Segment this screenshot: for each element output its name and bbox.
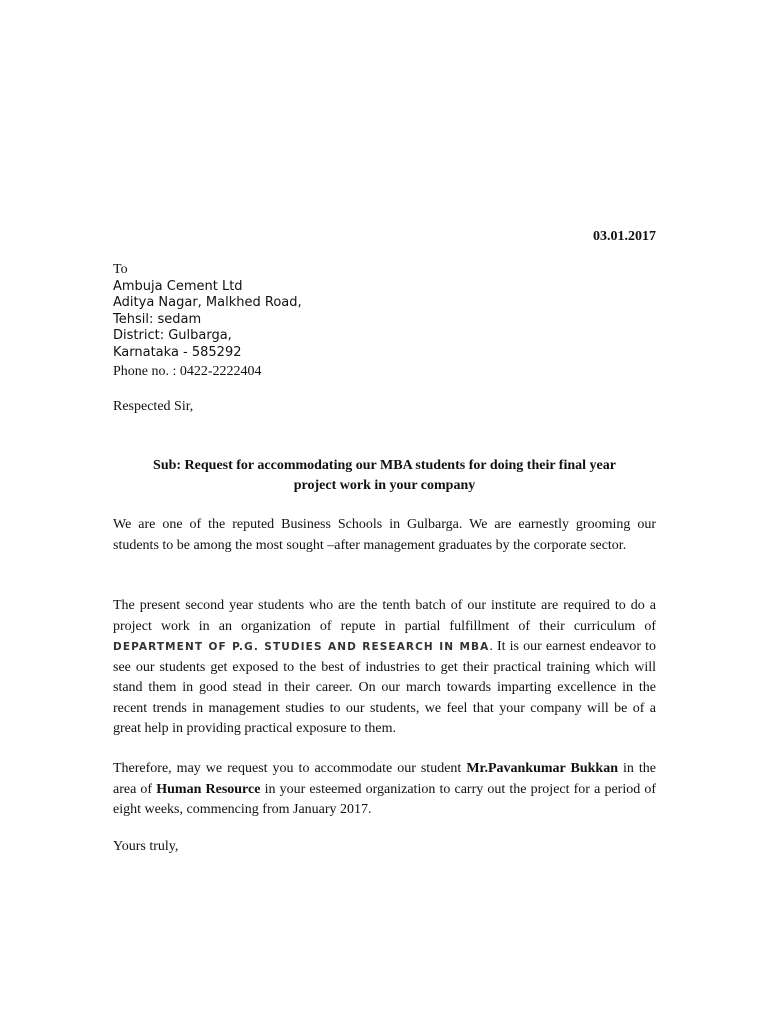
paragraph-request bbox=[113, 759, 656, 821]
paragraph-request-text-3: in your esteemed organization to carry out the project for a period of eight weeks, commencing from January 2017. bbox=[113, 781, 657, 817]
subject-line-1: Sub: Request for accommodating our MBA students for doing their final year bbox=[153, 458, 616, 473]
address-phone: Phone no. : 0422-2222404 bbox=[113, 363, 262, 379]
student-name: Mr.Pavankumar Bukkan bbox=[466, 761, 618, 776]
department-name: DEPARTMENT OF P.G. STUDIES AND RESEARCH IN MBA bbox=[113, 641, 490, 653]
address-line-3: District: Gulbarga, bbox=[113, 328, 232, 344]
address-line-1: Aditya Nagar, Malkhed Road, bbox=[113, 295, 302, 311]
recipient-address bbox=[113, 262, 302, 380]
paragraph-project-text-1: The present second year students who are the tenth batch of our institute are required to do a project work in an organization of repute in partial fulfillment of their curriculum of bbox=[113, 598, 656, 634]
paragraph-project bbox=[113, 596, 656, 740]
address-to: To bbox=[113, 262, 128, 277]
salutation: Respected Sir, bbox=[113, 399, 194, 414]
address-line-2: Tehsil: sedam bbox=[113, 311, 202, 327]
paragraph-request-text-1: Therefore, may we request you to accommodate our student bbox=[113, 761, 467, 776]
subject-line-2: project work in your company bbox=[293, 478, 476, 493]
paragraph-project-text-2: . It is our earnest endeavor to see our students get exposed to the best of industries to get their practical training which will stand them in good stead in their career. On our march towards imparting excellence in the recent trends in management studies to our students, we feel that your company will be of a great help in providing practical exposure to them. bbox=[113, 639, 656, 736]
paragraph-intro: We are one of the reputed Business Schools in Gulbarga. We are earnestly grooming our students to be among the most sought –after management graduates by the corporate sector. bbox=[113, 517, 656, 553]
address-line-4: Karnataka - 585292 bbox=[113, 344, 242, 360]
subject-line bbox=[113, 456, 656, 496]
address-company: Ambuja Cement Ltd bbox=[113, 278, 243, 294]
area-name: Human Resource bbox=[156, 781, 261, 797]
closing: Yours truly, bbox=[113, 839, 179, 854]
letter-date: 03.01.2017 bbox=[593, 229, 656, 244]
paragraph-request-text-2: in the area of bbox=[113, 761, 656, 797]
